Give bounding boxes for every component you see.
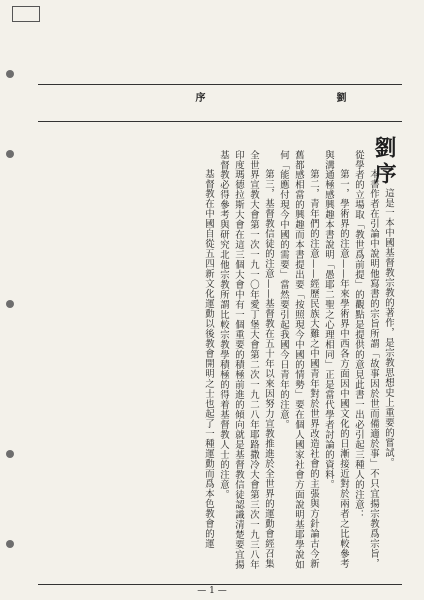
paragraph-2: 本書作者在引論中說明他寫書的宗旨所謂「故事因於世而備適於事」不只宜揚宗教爲宗旨，從學者的立場取「教世爲前提」的觀點是提供的意見此書一出必引起三種人的注意： [353,150,379,569]
section-title: 劉序 [371,136,397,188]
paragraph-4: 第二，青年們的注意——經歷民族大難之中國青年對於世界改造社會的主張與方針論古今新舊都感相當的興趣而本書提出要「按照現今中國的情勢」要在個人國家社會方面說明基耶學說如何「能應付現今中國的需要」當然要引起我國今日青年的注意。 [278,150,319,570]
binding-hole [6,150,14,158]
binding-hole [6,300,14,308]
page-number: — 1 — [197,586,227,596]
binding-hole [6,70,14,78]
footer-rule [38,584,402,585]
binding-hole [6,540,14,548]
binding-hole [6,450,14,458]
paragraph-3: 第一，學術界的注意——年來學術界中西各方面因中國文化的日漸接近對於兩者之比較參考與溝通極感興趣本書說明「愚耶二聖之心理相同」正是當代學者討論的資料。 [323,150,349,569]
library-stamp [12,6,40,22]
running-header-right: 劉 [334,92,345,104]
paragraph-5: 第三，基督教信徒的注意——基督教在五十年以來因努力宣教推進於全世界的運動會經召集全世界宣教大會第一次一九一〇年愛丁堡大會第二次一九二八年耶路撒冷大會第三次一九三八年印度瑪德拉斯大會在這三個大會中有一個重要的積極前進的傾向就是基督教信徒認識清楚要宜揚基督教必得參考與研究北他宗教所謂比較宗教學積極的得着基督教人士的注意。 [218,150,274,570]
body-text [24,150,396,578]
running-header-left: 序 [193,92,204,104]
header-rule-bottom [38,121,402,122]
header-rule-top [38,84,402,85]
paragraph-1: 這是一本中國基督教宗教的著作，是宗教思想史上重要的嘗試。 [383,187,394,468]
paragraph-6: 基督教在中國自從五四新文化運動以後教會開明之士也起了一種運動而爲本色教會的運 [203,168,214,549]
